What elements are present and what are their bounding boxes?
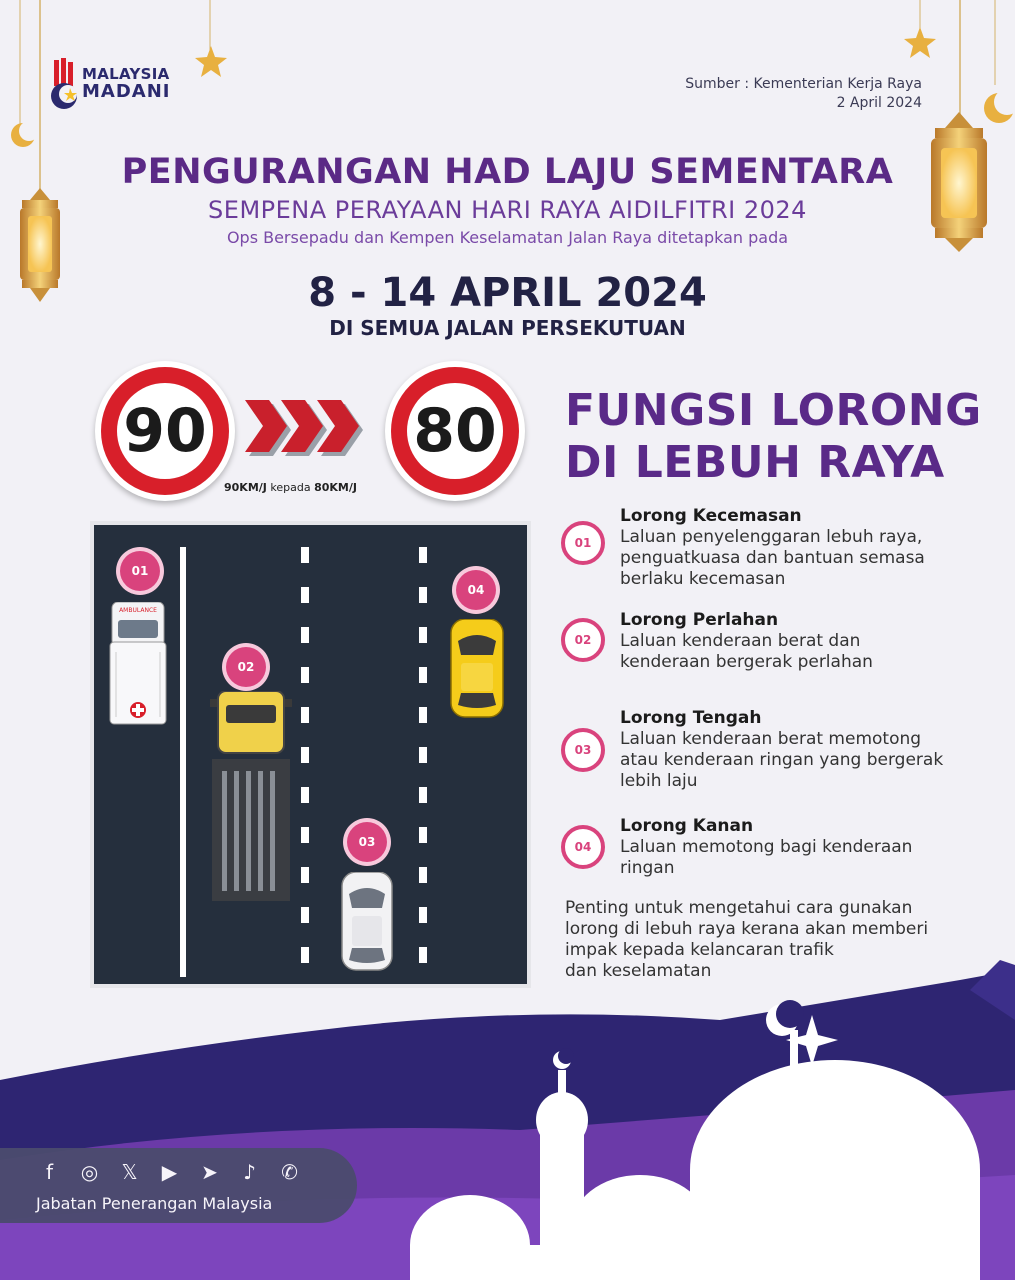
lane-badge-02: 02	[226, 647, 266, 687]
source-date: 2 April 2024	[836, 95, 922, 111]
section-title-line2: DI LEBUH RAYA	[565, 437, 945, 488]
mosque-silhouette	[0, 960, 1015, 1280]
lane-desc-line: Laluan memotong bagi kenderaan	[620, 837, 913, 857]
lane-number-01: 01	[561, 521, 605, 565]
lane-desc-line: kenderaan bergerak perlahan	[620, 652, 873, 672]
speed-conversion	[224, 481, 357, 494]
agency-name: Jabatan Penerangan Malaysia	[36, 1194, 273, 1213]
star-icon	[904, 27, 936, 59]
section-title	[565, 385, 982, 489]
highway-illustration	[90, 521, 531, 988]
speed-to: 80	[407, 383, 503, 479]
scope-text: DI SEMUA JALAN PERSEKUTUAN	[329, 316, 686, 340]
lane-desc-perlahan	[620, 631, 1000, 673]
intro-text: Ops Bersepadu dan Kempen Keselamatan Jalan Raya ditetapkan pada	[226, 228, 789, 247]
social-icons	[36, 1160, 316, 1184]
lane-desc-kanan	[620, 837, 1000, 879]
lane-desc-kecemasan	[620, 527, 1000, 590]
lane-badge-04: 04	[456, 570, 496, 610]
lane-badge-03: 03	[347, 822, 387, 862]
lane-title-tengah: Lorong Tengah	[620, 708, 762, 728]
madani-emblem-icon	[48, 58, 80, 110]
whatsapp-icon[interactable]: ✆	[281, 1160, 298, 1184]
note-line: impak kepada kelancaran trafik	[565, 940, 834, 960]
lane-desc-line: Laluan kenderaan berat dan	[620, 631, 861, 651]
lane-desc-tengah	[620, 729, 1000, 792]
x-icon[interactable]: 𝕏	[121, 1160, 138, 1184]
facebook-icon[interactable]: f	[45, 1160, 54, 1184]
lane-title-perlahan: Lorong Perlahan	[620, 610, 779, 630]
source-credit	[685, 75, 922, 113]
white-car-vehicle	[340, 872, 394, 972]
ambulance-label: AMBULANCE	[119, 607, 157, 614]
lane-desc-line: ringan	[620, 858, 675, 878]
lane-number-02: 02	[561, 618, 605, 662]
section-title-line1: FUNGSI LORONG	[565, 385, 982, 436]
instagram-icon[interactable]: ◎	[80, 1160, 99, 1184]
lane-number-03: 03	[561, 728, 605, 772]
lane-desc-line: lebih laju	[620, 771, 698, 791]
note-line: lorong di lebuh raya kerana akan memberi	[565, 919, 929, 939]
note-line: dan keselamatan	[565, 961, 712, 981]
truck-vehicle	[206, 691, 296, 906]
lane-title-kecemasan: Lorong Kecemasan	[620, 506, 802, 526]
page-title: PENGURANGAN HAD LAJU SEMENTARA	[121, 152, 894, 192]
brand-line2: MADANI	[82, 81, 171, 102]
brand-line1: MALAYSIA	[82, 65, 170, 83]
telegram-icon[interactable]: ➤	[201, 1160, 218, 1184]
speed-joiner: kepada	[270, 481, 311, 494]
source-line: Sumber : Kementerian Kerja Raya	[685, 76, 922, 92]
youtube-icon[interactable]: ▶	[161, 1160, 178, 1184]
speed-from-label: 90KM/J	[224, 481, 267, 494]
star-icon	[195, 46, 227, 78]
crescent-moon-icon	[8, 120, 38, 150]
speed-from: 90	[117, 383, 213, 479]
lane-badge-01: 01	[120, 551, 160, 591]
speed-sign-80	[385, 361, 525, 501]
speed-sign-90	[95, 361, 235, 501]
lane-desc-line: Laluan kenderaan berat memotong	[620, 729, 922, 749]
tiktok-icon[interactable]: ♪	[243, 1160, 256, 1184]
lane-title-kanan: Lorong Kanan	[620, 816, 754, 836]
speed-to-label: 80KM/J	[314, 481, 357, 494]
lane-number-04: 04	[561, 825, 605, 869]
malaysia-madani-logo	[48, 58, 188, 114]
lane-desc-line: berlaku kecemasan	[620, 569, 786, 589]
page-subtitle: SEMPENA PERAYAAN HARI RAYA AIDILFITRI 2024	[208, 196, 807, 224]
lane-desc-line: penguatkuasa dan bantuan semasa	[620, 548, 925, 568]
date-range: 8 - 14 APRIL 2024	[308, 270, 707, 316]
chevron-arrows-icon	[245, 398, 370, 462]
lane-desc-line: Laluan penyelenggaran lebuh raya,	[620, 527, 923, 547]
ambulance-vehicle	[108, 602, 168, 727]
yellow-car-vehicle	[449, 619, 505, 719]
social-footer	[0, 1148, 357, 1223]
lane-desc-line: atau kenderaan ringan yang bergerak	[620, 750, 944, 770]
note-line: Penting untuk mengetahui cara gunakan	[565, 898, 913, 918]
